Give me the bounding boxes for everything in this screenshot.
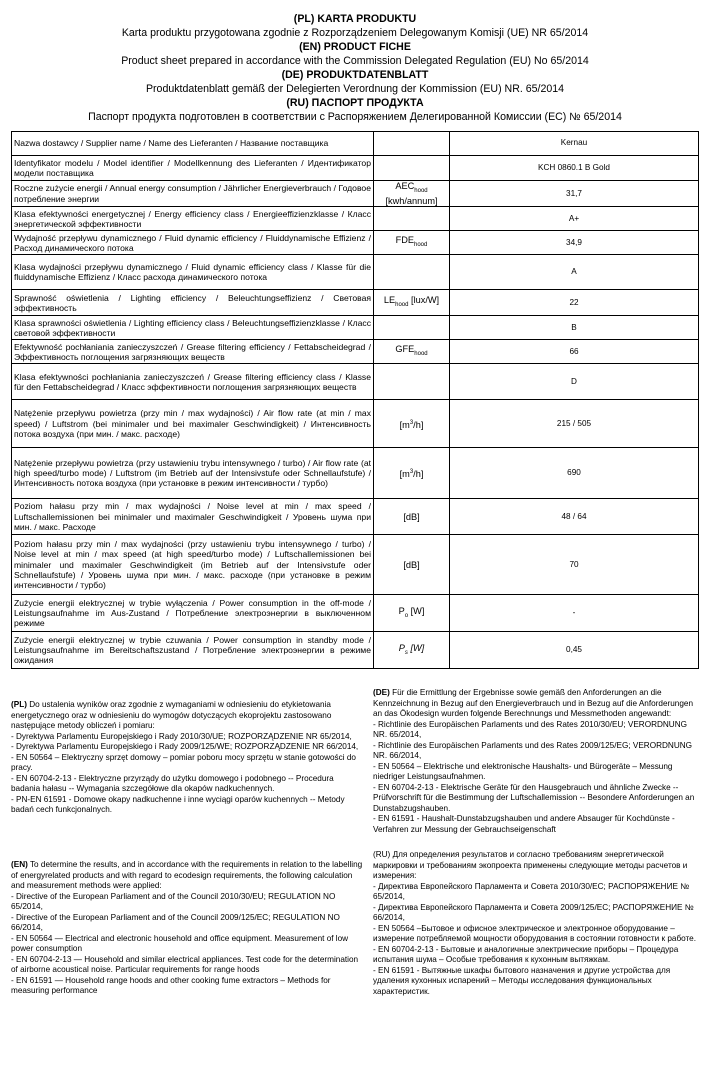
list-item: - Dyrektywa Parlamentu Europejskiego i Rady 2010/30/UE; ROZPORZĄDZENIE NR 65/2014, [11, 731, 352, 741]
list-item: - Directive of the European Parliament and of the Council 2010/30/EU; REGULATION NO 65/2014, [11, 891, 336, 911]
row-value: 0,45 [450, 632, 699, 669]
list-item: - Dyrektywa Parlamentu Europejskiego i Rady 2009/125/WE; ROZPORZĄDZENIE NR 66/2014, [11, 742, 359, 751]
de-subtitle: Produktdatenblatt gemäß der Delegierten Verordnung der Kommission (EU) NR. 65/2014 [145, 83, 565, 95]
list-item: - PN-EN 61591 - Domowe okapy nadkuchenne i inne wyciągi oparów kuchennych -- Metody badań cech funkcjonalnych. [11, 794, 345, 814]
table-row [12, 156, 699, 181]
notes-en-tag: (EN) [11, 860, 28, 869]
notes-ru [373, 850, 698, 997]
row-description: Poziom hałasu przy min / max wydajności / Noise level at min / max speed / Luftschallemissionen bei minimaler und maximaler Geschwindigkeit / Уровень шума при мин. / макс. Расходе [12, 499, 374, 535]
list-item: - Directive of the European Parliament and of the Council 2009/125/EC; REGULATION NO 66/2014, [11, 912, 340, 932]
row-symbol: $AEC_{hood}$ [kwh/annum] [374, 181, 450, 207]
row-symbol: $[m^3/h]$ [374, 448, 450, 499]
notes-de-tag: (DE) [373, 688, 390, 697]
row-symbol: $GFE_{hood}$ [374, 340, 450, 364]
row-description: Zużycie energii elektrycznej w trybie czuwania / Power consumption in standby mode / Leistungsaufnahme im Bereitschaftszustand / Потребление электроэнергии в режиме ожидания [12, 632, 374, 669]
notes-pl-tag: (PL) [11, 700, 27, 709]
row-symbol: [dB] [374, 499, 450, 535]
row-description: Wydajność przepływu dynamicznego / Fluid dynamic efficiency / Fluiddynamische Effizienz / Расход динамического потока [12, 231, 374, 255]
pl-subtitle: Karta produktu przygotowana zgodnie z Rozporządzeniem Delegowanym Komisji (UE) NR 65/2014 [121, 27, 589, 39]
list-item: - EN 61591 - Haushalt-Dunstabzugshauben und andere Absauger für Kochdünste - Verfahren zur Messung der Gebrauchseigenschaft [373, 814, 675, 834]
list-item: - EN 60704-2-13 - Elektrische Geräte für den Hausgebrauch und ähnliche Zwecke -- Prüfvorschrift für die Bestimmung der Luftschallemission -- Besondere Anforderungen an Dunstabzugshauben. [373, 782, 695, 813]
row-value: 22 [450, 290, 699, 316]
row-description: Klasa sprawności oświetlenia / Lighting efficiency class / Beleuchtungseffizienzklasse / Класс световой эффективности [12, 316, 374, 340]
en-subtitle: Product sheet prepared in accordance with the Commission Delegated Regulation (EU) No 65/2014 [121, 55, 589, 67]
row-symbol: [dB] [374, 535, 450, 595]
list-item: - EN 60704-2-13 — Household and similar electrical appliances. Test code for the determination of airborne acoustical noise. Particular requirements for range hoods [11, 954, 359, 974]
row-symbol: $P_s$ [W] [374, 632, 450, 669]
row-description: Natężenie przepływu powietrza (przy min / max wydajności) / Air flow rate (at min / max speed) / Luftstrom (bei minimaler und bei maximaler Geschwindigkeit) / Интенсивность потока воздуха (при мин. / макс. расходе) [12, 400, 374, 448]
notes-pl [11, 700, 363, 816]
row-value: 215 / 505 [450, 400, 699, 448]
row-description: Roczne zużycie energii / Annual energy consumption / Jährlicher Energieverbrauch / Годовое потребление энергии [12, 181, 374, 207]
row-value: D [450, 364, 699, 400]
list-item: - EN 60704-2-13 - Elektryczne przyrządy do użytku domowego i podobnego -- Procedura badania hałasu -- Wymagania szczegółowe dla okapów nadkuchennych. [11, 773, 334, 793]
product-fiche-table [11, 131, 699, 669]
ru-title: (RU) ПАСПОРТ ПРОДУКТА [286, 97, 424, 109]
notes-ru-tag: (RU) [373, 850, 391, 859]
row-description: Nazwa dostawcy / Supplier name / Name des Lieferanten / Название поставщика [12, 132, 374, 156]
list-item: - EN 50564 — Electrical and electronic household and office equipment. Measurement of low power consumption [11, 933, 349, 953]
row-symbol [374, 207, 450, 231]
row-symbol: $P_o$ [W] [374, 595, 450, 632]
row-symbol [374, 255, 450, 290]
list-item: - Директива Европейского Парламента и Совета 2010/30/ЕС; РАСПОРЯЖЕНИЕ № 65/2014, [373, 881, 689, 901]
row-description: Zużycie energii elektrycznej w trybie wyłączenia / Power consumption in the off-mode / Leistungsaufnahme im Aus-Zustand / Потребление электроэнергии в выключенном режиме [12, 595, 374, 632]
row-description: Poziom hałasu przy min / max wydajności (przy ustawieniu trybu intensywnego / turbo) / Noise level at min / max speed (at high speed/turbo mode) / Luftschallemissionen bei minimaler und maximaler Geschwindigkeit (im Betrieb auf der Intensivstufe oder Schnellaufstufe) / Уровень шума при мин. / макс. расходе (при установке в режим интенсивности / турбо) [12, 535, 374, 595]
row-description: Efektywność pochłaniania zanieczyszczeń / Grease filtering efficiency / Fettabscheidegrad / Эффективность поглощения загрязняющих веществ [12, 340, 374, 364]
row-symbol [374, 132, 450, 156]
row-description: Klasa efektywności pochłaniania zanieczyszczeń / Grease filtering efficiency class / Klasse für den Fettabscheidegrad / Класс эффективности поглощения загрязняющих веществ [12, 364, 374, 400]
pl-title: (PL) KARTA PRODUKTU [293, 13, 417, 25]
table-row [12, 255, 699, 290]
list-item: - EN 60704-2-13 - Бытовые и аналогичные электрические приборы – Процедура испытания шума – Особые требования к кухонным вытяжкам. [373, 944, 679, 964]
row-description: Identyfikator modelu / Model identifier / Modellkennung des Lieferanten / Идентификатор модели поставщика [12, 156, 374, 181]
table-row [12, 316, 699, 340]
table-row [12, 181, 699, 207]
list-item: - Richtlinie des Europäischen Parlaments und des Rates 2010/30/EU; VERORDNUNG NR. 65/2014, [373, 719, 687, 739]
table-row [12, 290, 699, 316]
ru-subtitle: Паспорт продукта подготовлен в соответствии с Распоряжением Делегированной Комиссии (ЕС) № 65/2014 [88, 111, 622, 123]
table-row [12, 400, 699, 448]
notes-en-intro: To determine the results, and in accordance with the requirements in relation to the labelling of energyrelated products and with regard to ecodesign requirements, the following calculation and measurement methods were applied: [11, 860, 363, 890]
list-item: - EN 61591 — Household range hoods and other cooking fume extractors – Methods for measuring performance [11, 975, 331, 995]
table-row [12, 499, 699, 535]
table-row [12, 364, 699, 400]
row-value: 34,9 [450, 231, 699, 255]
table-row [12, 340, 699, 364]
table-row [12, 448, 699, 499]
row-value: Kernau [450, 132, 699, 156]
row-value: 70 [450, 535, 699, 595]
row-value: KCH 0860.1 B Gold [450, 156, 699, 181]
row-description: Klasa wydajności przepływu dynamicznego / Fluid dynamic efficiency class / Klasse für die fluiddynamische Effizienz / Класс расхода динамического потока [12, 255, 374, 290]
de-title: (DE) PRODUKTDATENBLATT [281, 69, 429, 81]
notes-pl-intro: Do ustalenia wyników oraz zgodnie z wymaganiami w odniesieniu do etykietowania energetycznego oraz w odniesieniu do wymogów dotyczących ekoprojektu zastosowano następujące metody obliczeń i pomiaru: [11, 700, 332, 730]
row-value: B [450, 316, 699, 340]
row-value: A [450, 255, 699, 290]
row-value: 31,7 [450, 181, 699, 207]
table-row [12, 132, 699, 156]
list-item: - Директива Европейского Парламента и Совета 2009/125/ЕС; РАСПОРЯЖЕНИЕ № 66/2014, [373, 902, 694, 922]
row-value: 66 [450, 340, 699, 364]
row-value: A+ [450, 207, 699, 231]
notes-de [373, 688, 698, 835]
notes-ru-intro: Для определения результатов и согласно требованиям энергетической маркировки и требованиям экопроекта применены следующие методы расчетов и измерения: [373, 850, 688, 880]
list-item: - EN 50564 – Elektryczny sprzęt domowy – pomiar poboru mocy sprzętu w stanie gotowości do pracy. [11, 752, 356, 772]
row-description: Natężenie przepływu powietrza (przy ustawieniu trybu intensywnego / turbo) / Air flow rate (at high speed/turbo mode) / Luftstrom (im Betrieb auf der Intensivstufe oder Schnellaufstufe) / Интенсивность потока воздуха (при установке в режим интенсивности / турбо) [12, 448, 374, 499]
row-symbol: $LE_{hood}$ [lux/W] [374, 290, 450, 316]
en-title: (EN) PRODUCT FICHE [299, 41, 411, 53]
list-item: - EN 50564 –Бытовое и офисное электрическое и электронное оборудование – измерение потребляемой мощности оборудования в состоянии готовности к работе. [373, 923, 697, 943]
row-value: - [450, 595, 699, 632]
document-header [0, 12, 710, 124]
table-row [12, 207, 699, 231]
notes-en [11, 860, 363, 997]
row-symbol [374, 364, 450, 400]
row-description: Sprawność oświetlenia / Lighting efficiency / Beleuchtungseffizienz / Световая эффективность [12, 290, 374, 316]
table-row [12, 231, 699, 255]
table-row [12, 595, 699, 632]
table-row [12, 535, 699, 595]
row-value: 690 [450, 448, 699, 499]
row-symbol [374, 316, 450, 340]
row-value: 48 / 64 [450, 499, 699, 535]
row-symbol [374, 156, 450, 181]
table-row [12, 632, 699, 669]
list-item: - EN 61591 - Вытяжные шкафы бытового назначения и другие устройства для удаления кухонных испарений – Методы исследования функциональных характеристик. [373, 965, 671, 996]
list-item: - EN 50564 – Elektrische und elektronische Haushalts- und Bürogeräte – Messung niedriger Leistungsaufnahmen. [373, 761, 673, 781]
row-description: Klasa efektywności energetycznej / Energy efficiency class / Energieeffizienzklasse / Класс энергетической эффективности [12, 207, 374, 231]
row-symbol: $[m^3/h]$ [374, 400, 450, 448]
row-symbol: $FDE_{hood}$ [374, 231, 450, 255]
list-item: - Richtlinie des Europäischen Parlaments und des Rates 2009/125/EG; VERORDNUNG NR. 66/2014, [373, 740, 693, 760]
notes-de-intro: Für die Ermittlung der Ergebnisse sowie gemäß den Anforderungen an die Kennzeichnung in Bezug auf den Energieverbrauch und in Bezug auf die Anforderungen an das Ökodesign wurden folgende Berechnungs und Messmethoden angewandt: [373, 688, 694, 718]
